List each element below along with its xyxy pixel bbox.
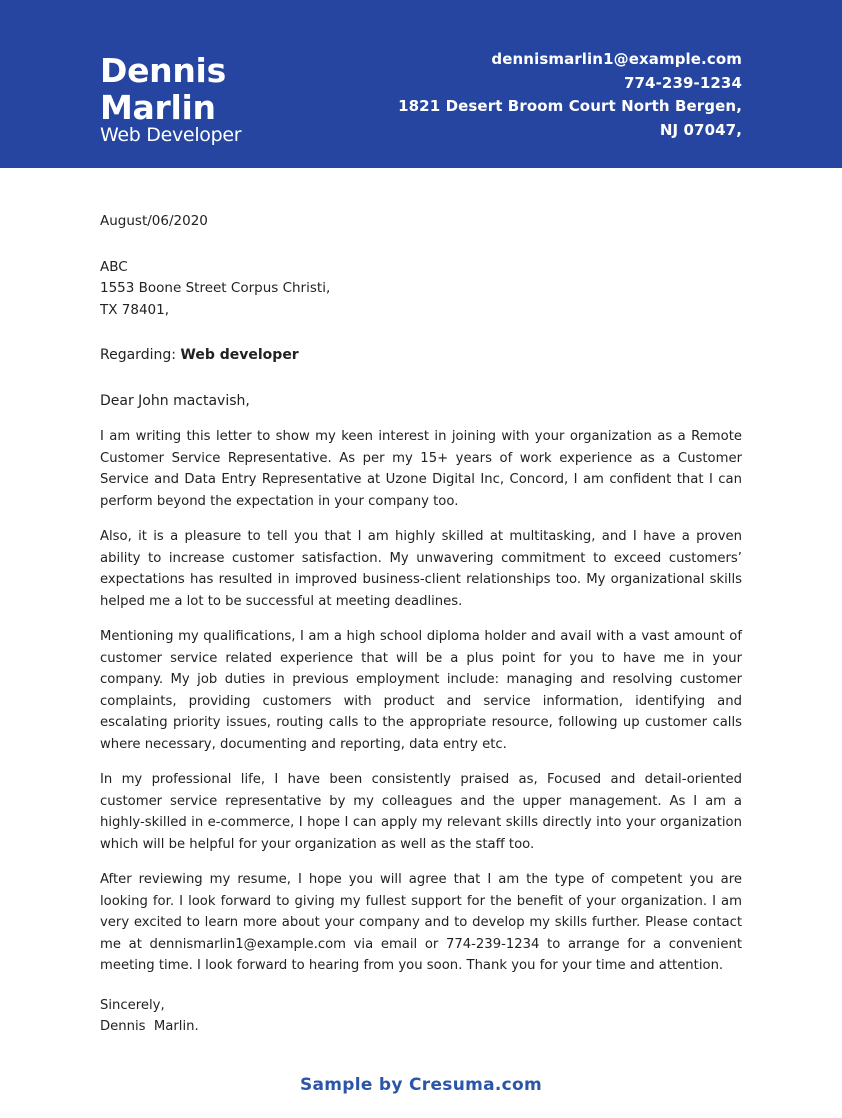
contact-address-line1: 1821 Desert Broom Court North Bergen,: [398, 97, 742, 115]
letter-date: August/06/2020: [100, 213, 208, 229]
closing-block: [100, 995, 742, 1038]
contact-phone: 774-239-1234: [623, 73, 742, 92]
paragraph-1: I am writing this letter to show my keen interest in joining with your organization as a Remote Customer Service Representative. As per my 15+ years of work experience as a Customer Service and Data Entry Representative at Uzone Digital Inc, Concord, I am confident that I can perform beyond the expectation in your company too.: [100, 429, 742, 509]
regarding-label: Regarding:: [100, 347, 176, 363]
paragraph-3: Mentioning my qualifications, I am a high school diploma holder and avail with a vast amount of customer service related experience that will be a plus point for you to have me in your company. My job duties in previous employment include: managing and resolving customer complaints, providing customers with product and service information, identifying and escalating priority issues, routing calls to the appropriate resource, following up customer calls where necessary, documenting and reporting, data entry etc.: [100, 629, 742, 752]
signature-name: Dennis Marlin.: [100, 1019, 199, 1034]
header-banner: [0, 0, 842, 168]
last-name: Marlin: [100, 88, 216, 127]
contact-email: dennismarlin1@example.com: [491, 50, 742, 68]
footer-watermark: Sample by Cresuma.com: [299, 1075, 543, 1095]
letter-body: [100, 211, 742, 1038]
recipient-city-zip: TX 78401,: [100, 301, 170, 318]
contact-address-line2: NJ 07047,: [659, 120, 742, 139]
regarding-value: Web developer: [180, 347, 299, 363]
recipient-address: [100, 257, 742, 322]
job-title: Web Developer: [100, 124, 242, 146]
contact-block: [398, 48, 742, 142]
first-name: Dennis: [100, 51, 226, 90]
paragraph-5: After reviewing my resume, I hope you will agree that I am the type of competent you are looking for. I look forward to giving my fullest support for the benefit of your organization. I am very excited to learn more about your company and to develop my skills further. Please contact me at dennismarlin1@example.com via email or 774-239-1234 to arrange for a convenient meeting time. I look forward to hearing from you soon. Thank you for your time and attention.: [100, 872, 742, 973]
recipient-company: ABC: [100, 258, 128, 275]
recipient-street: 1553 Boone Street Corpus Christi,: [100, 280, 331, 296]
paragraph-4: In my professional life, I have been consistently praised as, Focused and detail-oriented customer service representative by my colleagues and the upper management. As I am a highly-skilled in e-commerce, I hope I can apply my relevant skills directly into your organization which will be helpful for your organization as well as the staff too.: [100, 772, 742, 852]
salutation: Dear John mactavish,: [100, 392, 250, 409]
paragraph-2: Also, it is a pleasure to tell you that I am highly skilled at multitasking, and I have a proven ability to increase customer satisfaction. My unwavering commitment to exceed customers’ expectations has resulted in improved business-client relationships too. My organizational skills helped me a lot to be successful at meeting deadlines.: [100, 529, 742, 609]
closing: Sincerely,: [100, 997, 165, 1013]
applicant-name: [100, 52, 226, 126]
regarding-line: [100, 345, 742, 367]
